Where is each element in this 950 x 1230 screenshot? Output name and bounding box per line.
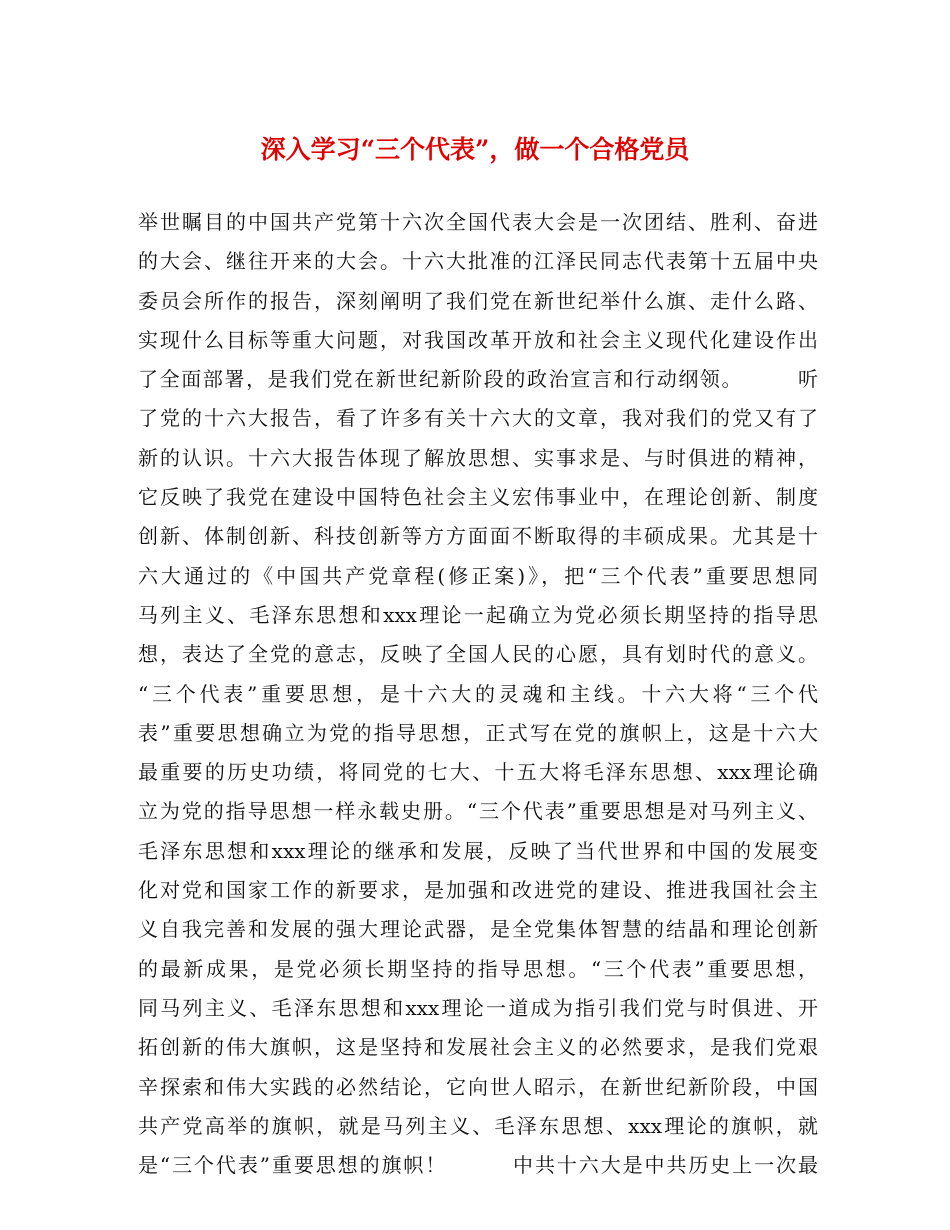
body-line: 辛探索和伟大实践的必然结论，它向世人昭示，在新世纪新阶段，中国: [138, 1074, 818, 1099]
body-line: 它反映了我党在建设中国特色社会主义宏伟事业中，在理论创新、制度: [138, 485, 818, 510]
body-line: 最重要的历史功绩，将同党的七大、十五大将毛泽东思想、xxx理论确: [138, 760, 818, 785]
body-line: 共产党高举的旗帜，就是马列主义、毛泽东思想、xxx理论的旗帜，就: [138, 1113, 818, 1138]
body-line: 化对党和国家工作的新要求，是加强和改进党的建设、推进我国社会主: [138, 878, 818, 903]
document-body: [138, 203, 828, 1185]
body-line: 毛泽东思想和xxx理论的继承和发展，反映了当代世界和中国的发展变: [138, 838, 818, 863]
body-line: 创新、体制创新、科技创新等方方面面不断取得的丰硕成果。尤其是十: [138, 524, 818, 549]
body-line: 实现什么目标等重大问题，对我国改革开放和社会主义现代化建设作出: [138, 327, 818, 352]
document-title-text: 深入学习“三个代表”，做一个合格党员: [260, 135, 690, 164]
body-line: 六大通过的《中国共产党章程(修正案)》，把“三个代表”重要思想同: [138, 563, 818, 588]
body-line: 想，表达了全党的意志，反映了全国人民的心愿，具有划时代的意义。: [138, 642, 818, 667]
body-line: 是“三个代表”重要思想的旗帜！ 中共十六大是中共历史上一次最: [138, 1153, 818, 1178]
body-line: 了党的十六大报告，看了许多有关十六大的文章，我对我们的党又有了: [138, 406, 818, 431]
body-line: 委员会所作的报告，深刻阐明了我们党在新世纪举什么旗、走什么路、: [138, 288, 818, 313]
body-line: 马列主义、毛泽东思想和xxx理论一起确立为党必须长期坚持的指导思: [138, 602, 818, 627]
body-line: 拓创新的伟大旗帜，这是坚持和发展社会主义的必然要求，是我们党艰: [138, 1035, 818, 1060]
body-line: 的最新成果，是党必须长期坚持的指导思想。“三个代表”重要思想，: [138, 956, 818, 981]
body-line: 了全面部署，是我们党在新世纪新阶段的政治宣言和行动纲领。 听: [138, 367, 818, 392]
body-line: 举世瞩目的中国共产党第十六次全国代表大会是一次团结、胜利、奋进: [138, 210, 818, 234]
body-line: 义自我完善和发展的强大理论武器，是全党集体智慧的结晶和理论创新: [138, 917, 818, 942]
body-line: 立为党的指导思想一样永载史册。“三个代表”重要思想是对马列主义、: [138, 799, 818, 824]
body-line: “三个代表”重要思想，是十六大的灵魂和主线。十六大将“三个代: [138, 681, 818, 706]
body-line: 的大会、继往开来的大会。十六大批准的江泽民同志代表第十五届中央: [138, 249, 818, 274]
body-line: 表”重要思想确立为党的指导思想，正式写在党的旗帜上，这是十六大: [138, 720, 818, 745]
document-title: [0, 130, 950, 170]
body-line: 同马列主义、毛泽东思想和xxx理论一道成为指引我们党与时俱进、开: [138, 995, 818, 1020]
body-line: 新的认识。十六大报告体现了解放思想、实事求是、与时俱进的精神，: [138, 445, 818, 470]
